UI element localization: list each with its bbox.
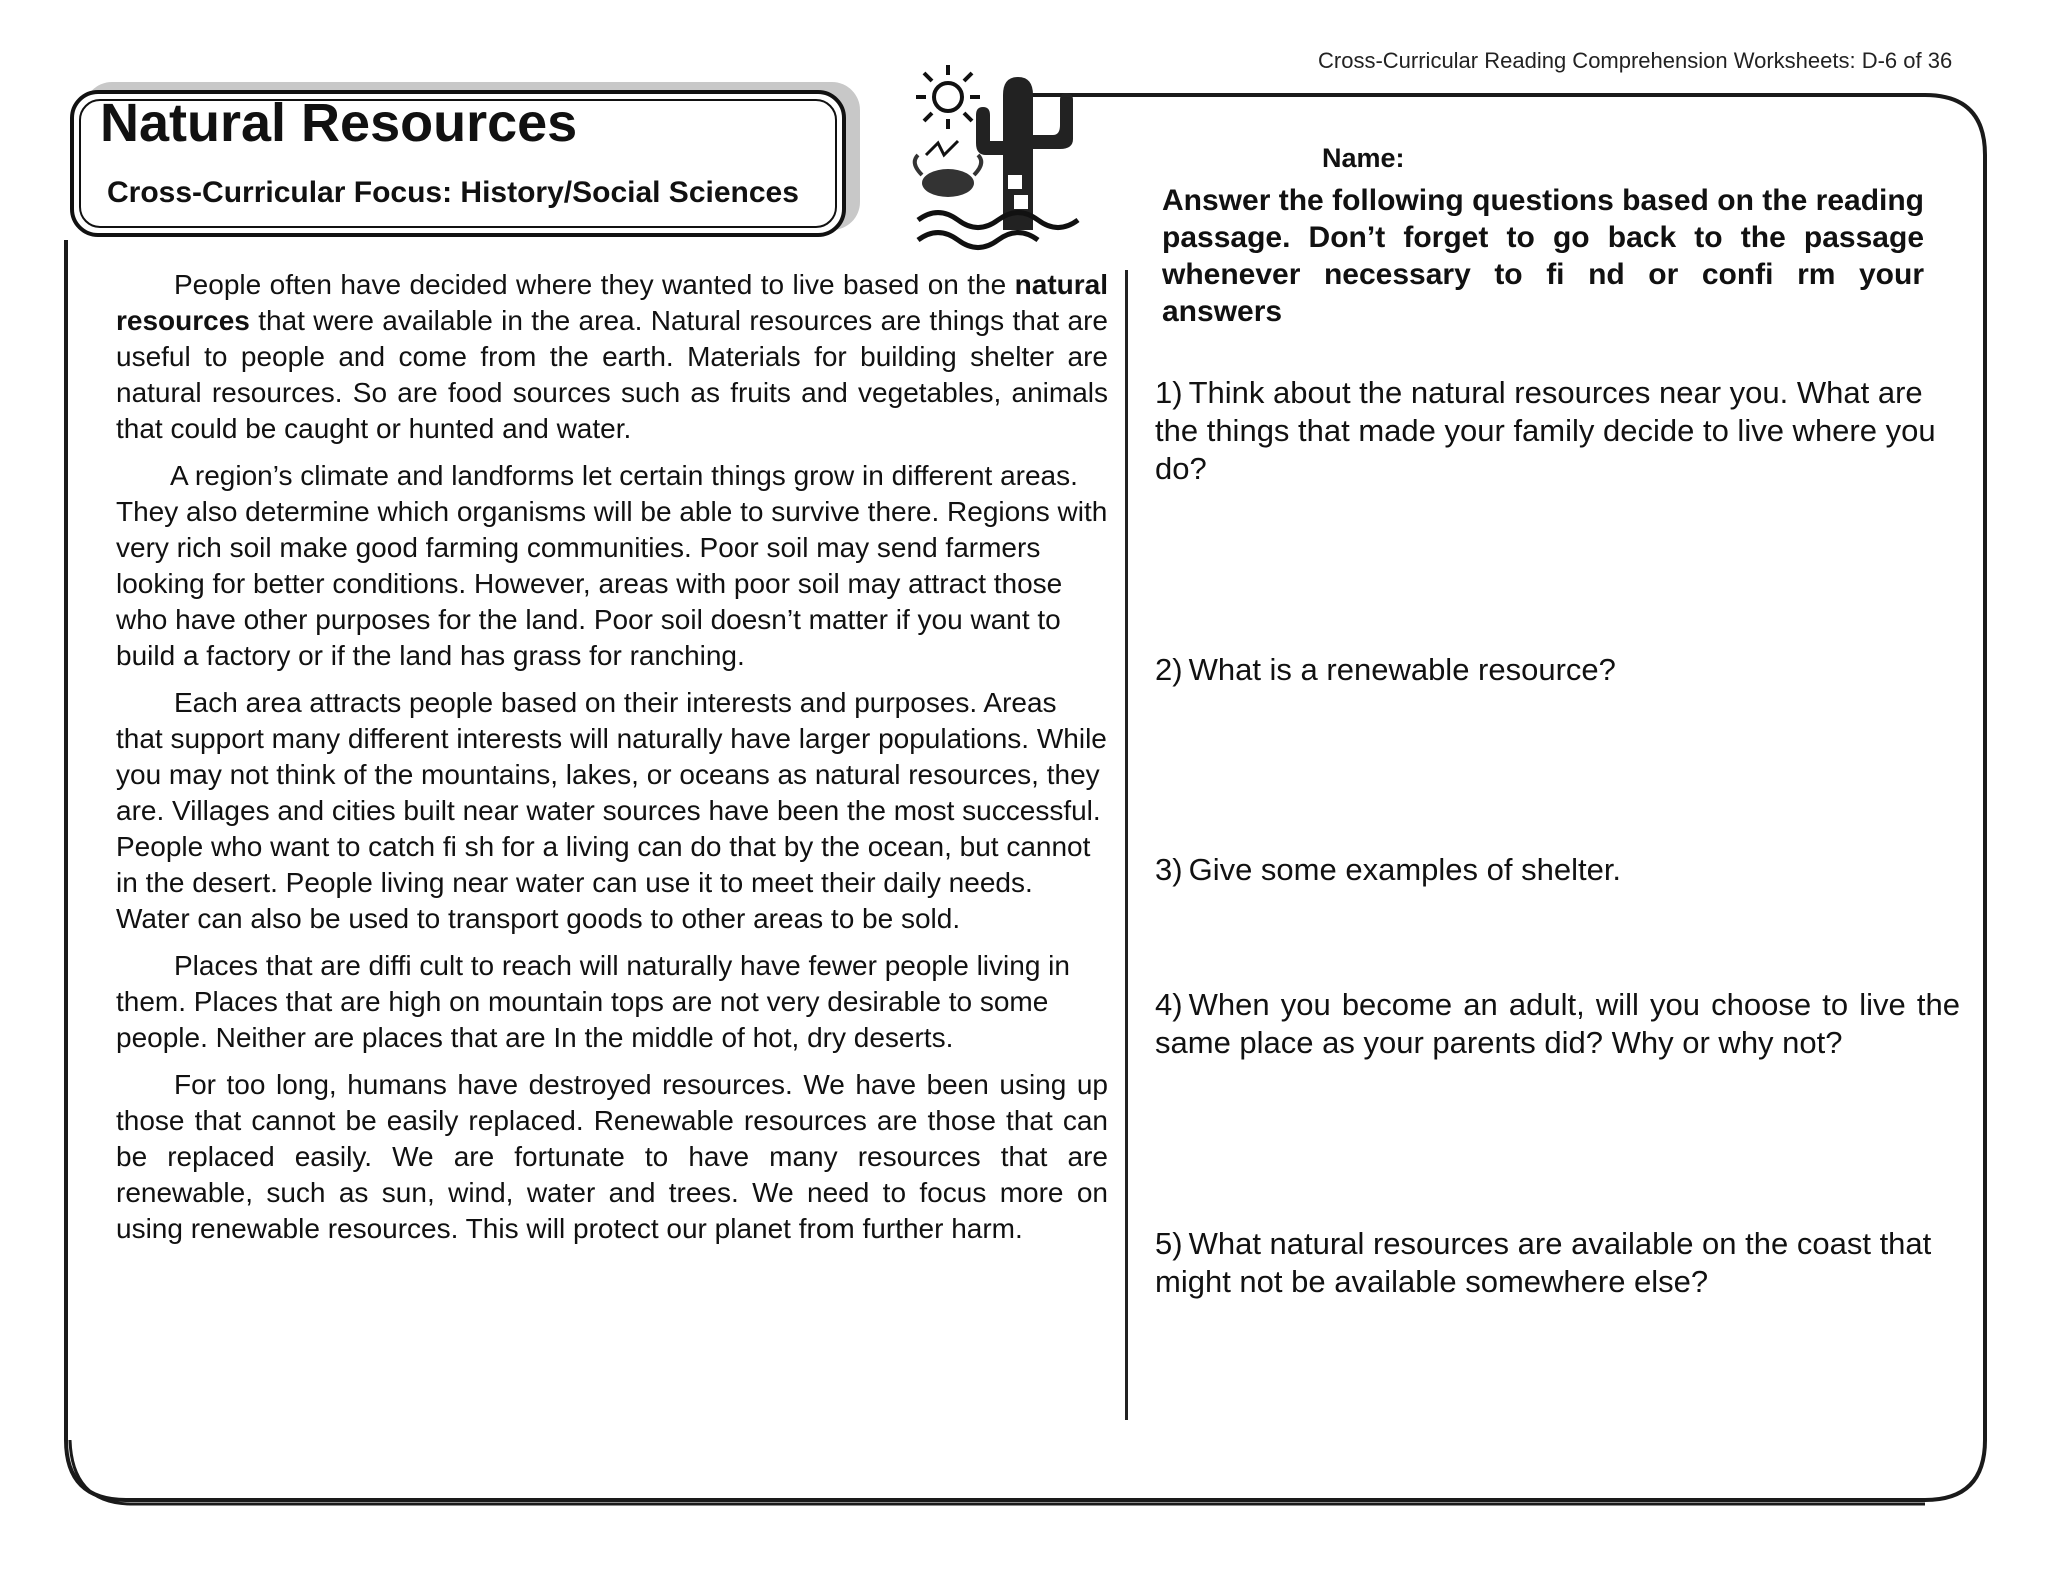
worksheet-title: Natural Resources (100, 93, 578, 153)
question-2 (1155, 651, 1955, 689)
cross-curricular-focus: Cross-Curricular Focus: History/Social Sciences (107, 176, 799, 209)
passage-paragraph-2: A region’s climate and landforms let certain things grow in different areas. They also determine which organisms will be able to survive there. Regions with very rich soil make good farming communities. Poor soil may send farmers looking for better conditions. However, areas with poor soil may attract those who have other purposes for the land. Poor soil doesn’t matter if you want to build a factory or if the land has grass for ranching. (116, 460, 1108, 671)
passage-text: People often have decided where they wanted to live based on the (174, 269, 1015, 300)
worksheet-series-label: Cross-Curricular Reading Comprehension Worksheets: D-6 of 36 (1318, 48, 1953, 73)
question-number: 4) (1155, 987, 1183, 1022)
question-text: Give some examples of shelter. (1188, 852, 1622, 887)
desert-cactus-sun-icon (908, 55, 1083, 255)
question-4 (1155, 986, 1960, 1062)
question-number: 5) (1155, 1226, 1183, 1261)
name-label: Name: (1322, 143, 1405, 173)
passage-paragraph-4: Places that are diffi cult to reach will naturally have fewer people living in them. Places that are high on mountain tops are not very desirable to some people. Neither are places that are In the middle of hot, dry deserts. (116, 950, 1070, 1053)
question-5 (1155, 1225, 1955, 1301)
question-text: Think about the natural resources near you. What are the things that made your family decide to live where you do? (1155, 375, 1936, 486)
passage-paragraph-1 (116, 267, 1108, 447)
question-number: 1) (1155, 375, 1183, 410)
question-number: 3) (1155, 852, 1183, 887)
passage-paragraph-5: For too long, humans have destroyed resources. We have been using up those that cannot be easily replaced. Renewable resources are those that can be replaced easily. We are fortunate to have many resources that are renewable, such as sun, wind, water and trees. We need to focus more on using renewable resources. This will protect our planet from further harm. (116, 1069, 1108, 1244)
key-term: natural resources (116, 269, 1108, 336)
instructions: Answer the following questions based on the reading passage. Don’t forget to go back to the passage whenever necessary to fi nd or confi rm your answers (1162, 184, 1924, 328)
question-1 (1155, 374, 1955, 488)
question-number: 2) (1155, 652, 1183, 687)
reading-passage (116, 267, 1108, 1258)
passage-paragraph-3: Each area attracts people based on their interests and purposes. Areas that support many different interests will naturally have larger populations. While you may not think of the mountains, lakes, or oceans as natural resources, they are. Villages and cities built near water sources have been the most successful. People who want to catch fi sh for a living can do that by the ocean, but cannot in the desert. People living near water can use it to meet their daily needs. Water can also be used to transport goods to other areas to be sold. (116, 687, 1107, 934)
question-text: What is a renewable resource? (1188, 652, 1616, 687)
question-3 (1155, 851, 1955, 889)
column-divider (1125, 270, 1128, 1420)
question-text: What natural resources are available on the coast that might not be available somewhere else? (1155, 1226, 1932, 1299)
question-text: When you become an adult, will you choose to live the same place as your parents did? Why or why not? (1155, 987, 1960, 1060)
passage-text: that were available in the area. Natural resources are things that are useful to people and come from the earth. Materials for building shelter are natural resources. So are food sources such as fruits and vegetables, animals that could be caught or hunted and water. (116, 305, 1108, 444)
